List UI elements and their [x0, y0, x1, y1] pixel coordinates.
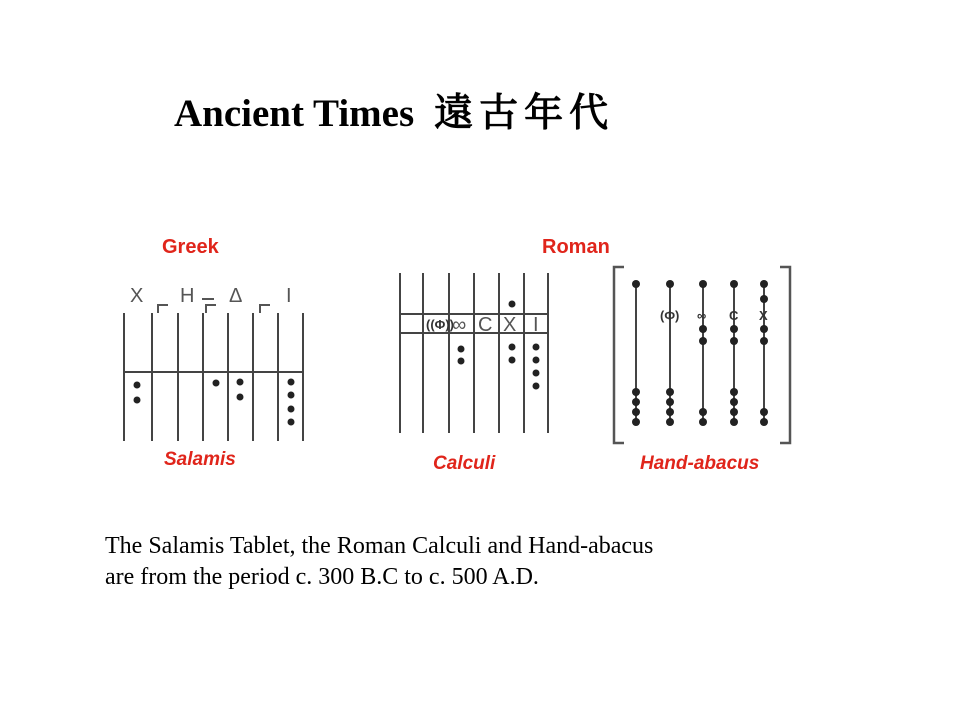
hand-symbol-x: X [759, 308, 768, 323]
calculi-symbol-infinity: ∞ [452, 314, 467, 336]
calculi-caption: Calculi [433, 453, 496, 474]
calculi-symbol-phi: ((Φ)) [426, 317, 454, 332]
greek-symbol-h: H [180, 285, 195, 307]
greek-symbol-delta: Δ [229, 285, 243, 307]
calculi-symbol-x: X [503, 314, 517, 336]
salamis-caption: Salamis [164, 449, 236, 470]
title-english: Ancient Times [174, 92, 415, 135]
abacus-figure [100, 225, 820, 485]
greek-symbol-x: X [130, 285, 144, 307]
greek-label: Greek [162, 236, 219, 258]
slide-title [174, 88, 614, 140]
roman-label: Roman [542, 236, 610, 258]
greek-symbol-i: I [286, 285, 292, 307]
salamis-tablet [124, 285, 303, 441]
roman-calculi [400, 273, 548, 433]
calculi-symbol-c: C [478, 314, 493, 336]
hand-symbol-infinity: ∞ [697, 308, 707, 323]
slide-caption [105, 531, 885, 593]
hand-abacus-caption: Hand-abacus [640, 453, 760, 474]
caption-line-2: are from the period c. 300 B.C to c. 500 A.D. [105, 564, 539, 590]
title-chinese: 遠古年代 [434, 91, 615, 136]
hand-symbol-c: C [729, 308, 739, 323]
hand-symbol-phi: (Φ) [660, 308, 680, 323]
calculi-symbol-i: I [533, 314, 539, 336]
caption-line-1: The Salamis Tablet, the Roman Calculi and Hand-abacus [105, 533, 654, 559]
hand-abacus [614, 267, 790, 443]
